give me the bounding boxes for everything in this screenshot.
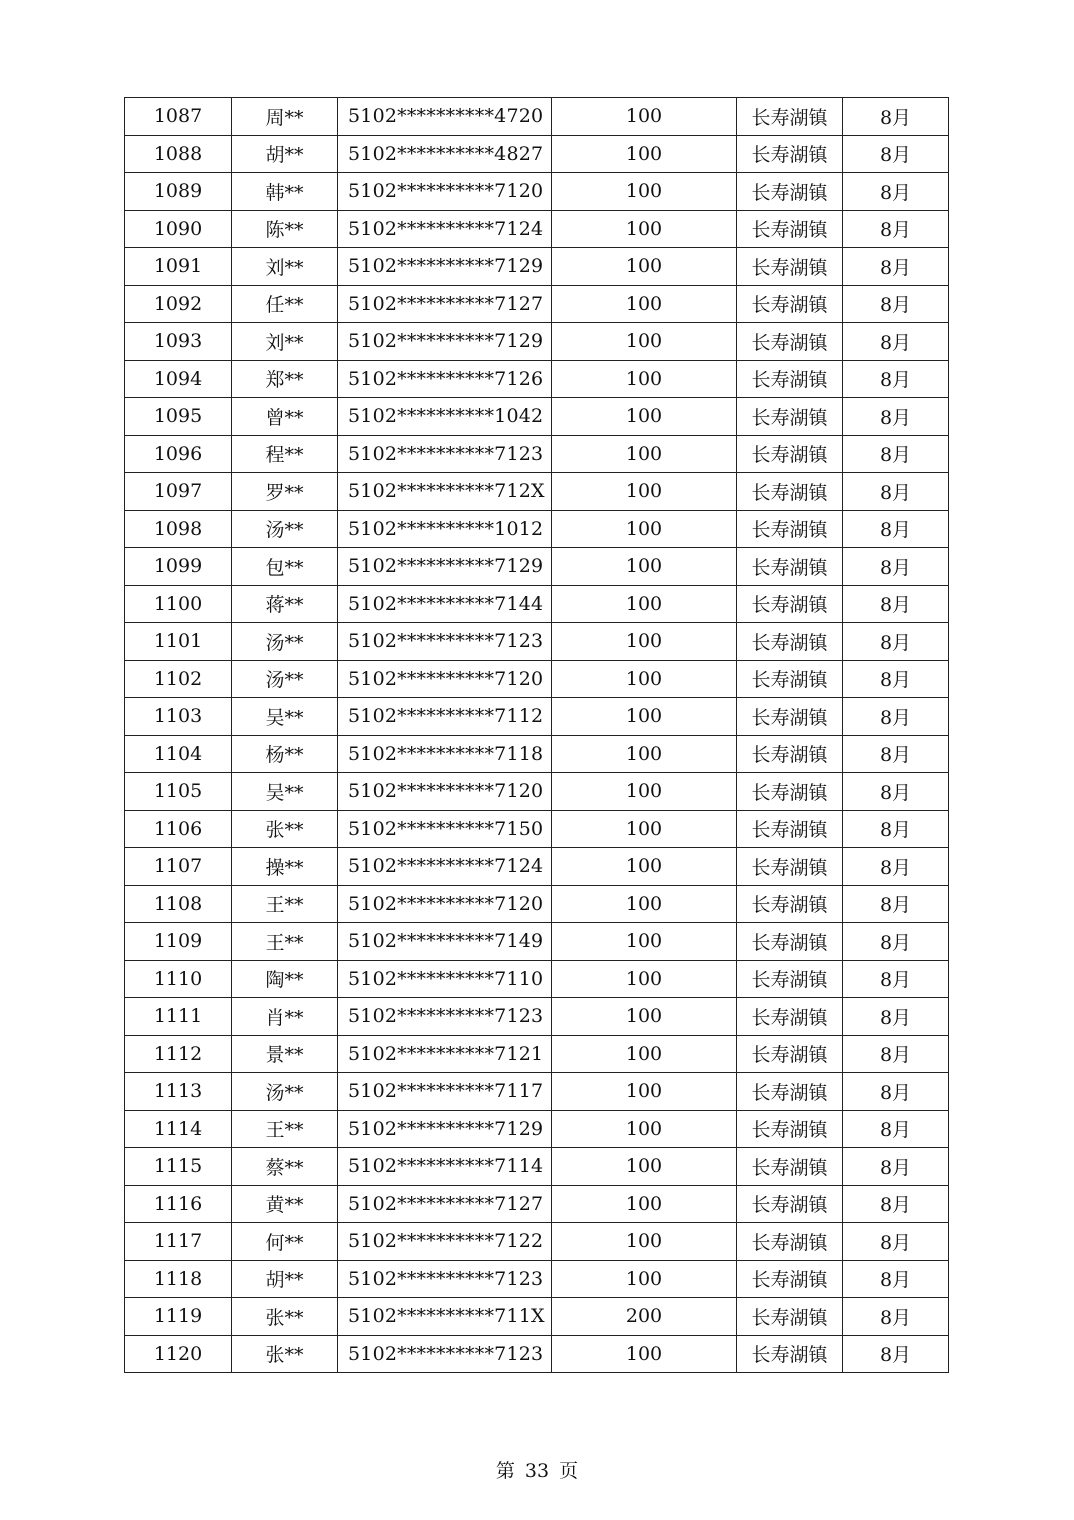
name-cell: 包** <box>232 548 338 586</box>
name-cell: 何** <box>232 1223 338 1261</box>
table-row <box>125 473 949 511</box>
row-index-cell: 1088 <box>125 135 232 173</box>
id-number-cell: 5102**********7120 <box>338 173 552 211</box>
name-cell: 胡** <box>232 1260 338 1298</box>
town-cell: 长寿湖镇 <box>737 1148 843 1186</box>
row-index-cell: 1107 <box>125 848 232 886</box>
town-cell: 长寿湖镇 <box>737 848 843 886</box>
name-cell: 黄** <box>232 1185 338 1223</box>
id-number-cell: 5102**********4720 <box>338 98 552 136</box>
row-index-cell: 1098 <box>125 510 232 548</box>
amount-cell: 100 <box>552 623 737 661</box>
town-cell: 长寿湖镇 <box>737 98 843 136</box>
table-row <box>125 1223 949 1261</box>
amount-cell: 100 <box>552 135 737 173</box>
town-cell: 长寿湖镇 <box>737 548 843 586</box>
id-number-cell: 5102**********7122 <box>338 1223 552 1261</box>
amount-cell: 100 <box>552 1110 737 1148</box>
id-number-cell: 5102**********7124 <box>338 848 552 886</box>
name-cell: 汤** <box>232 1073 338 1111</box>
id-number-cell: 5102**********7121 <box>338 1035 552 1073</box>
month-cell: 8月 <box>843 810 949 848</box>
name-cell: 肖** <box>232 998 338 1036</box>
id-number-cell: 5102**********7123 <box>338 998 552 1036</box>
id-number-cell: 5102**********7120 <box>338 660 552 698</box>
amount-cell: 100 <box>552 473 737 511</box>
name-cell: 景** <box>232 1035 338 1073</box>
town-cell: 长寿湖镇 <box>737 1185 843 1223</box>
table-row <box>125 1110 949 1148</box>
name-cell: 任** <box>232 285 338 323</box>
row-index-cell: 1117 <box>125 1223 232 1261</box>
table-row <box>125 360 949 398</box>
month-cell: 8月 <box>843 210 949 248</box>
row-index-cell: 1115 <box>125 1148 232 1186</box>
row-index-cell: 1096 <box>125 435 232 473</box>
row-index-cell: 1116 <box>125 1185 232 1223</box>
subsidy-roster-table <box>124 97 949 1373</box>
amount-cell: 100 <box>552 1073 737 1111</box>
id-number-cell: 5102**********7126 <box>338 360 552 398</box>
row-index-cell: 1094 <box>125 360 232 398</box>
amount-cell: 100 <box>552 810 737 848</box>
row-index-cell: 1100 <box>125 585 232 623</box>
name-cell: 陶** <box>232 960 338 998</box>
name-cell: 胡** <box>232 135 338 173</box>
amount-cell: 100 <box>552 660 737 698</box>
month-cell: 8月 <box>843 885 949 923</box>
month-cell: 8月 <box>843 1260 949 1298</box>
id-number-cell: 5102**********7110 <box>338 960 552 998</box>
town-cell: 长寿湖镇 <box>737 285 843 323</box>
id-number-cell: 5102**********7123 <box>338 1335 552 1373</box>
town-cell: 长寿湖镇 <box>737 360 843 398</box>
name-cell: 吴** <box>232 698 338 736</box>
id-number-cell: 5102**********7112 <box>338 698 552 736</box>
table-row <box>125 173 949 211</box>
name-cell: 刘** <box>232 323 338 361</box>
page-footer-suffix: 页 <box>559 1460 579 1482</box>
amount-cell: 100 <box>552 885 737 923</box>
table-row <box>125 1260 949 1298</box>
table-row <box>125 660 949 698</box>
page-footer <box>0 1456 1074 1483</box>
row-index-cell: 1119 <box>125 1298 232 1336</box>
name-cell: 张** <box>232 1335 338 1373</box>
month-cell: 8月 <box>843 1110 949 1148</box>
town-cell: 长寿湖镇 <box>737 660 843 698</box>
row-index-cell: 1112 <box>125 1035 232 1073</box>
amount-cell: 100 <box>552 210 737 248</box>
id-number-cell: 5102**********7114 <box>338 1148 552 1186</box>
town-cell: 长寿湖镇 <box>737 735 843 773</box>
name-cell: 罗** <box>232 473 338 511</box>
town-cell: 长寿湖镇 <box>737 510 843 548</box>
table-row <box>125 1073 949 1111</box>
id-number-cell: 5102**********7124 <box>338 210 552 248</box>
town-cell: 长寿湖镇 <box>737 1335 843 1373</box>
row-index-cell: 1103 <box>125 698 232 736</box>
id-number-cell: 5102**********7123 <box>338 623 552 661</box>
id-number-cell: 5102**********7117 <box>338 1073 552 1111</box>
month-cell: 8月 <box>843 398 949 436</box>
id-number-cell: 5102**********7123 <box>338 1260 552 1298</box>
name-cell: 刘** <box>232 248 338 286</box>
town-cell: 长寿湖镇 <box>737 135 843 173</box>
town-cell: 长寿湖镇 <box>737 435 843 473</box>
month-cell: 8月 <box>843 1148 949 1186</box>
table-row <box>125 510 949 548</box>
town-cell: 长寿湖镇 <box>737 585 843 623</box>
page-footer-prefix: 第 <box>495 1460 515 1482</box>
town-cell: 长寿湖镇 <box>737 960 843 998</box>
town-cell: 长寿湖镇 <box>737 473 843 511</box>
amount-cell: 100 <box>552 585 737 623</box>
table-row <box>125 398 949 436</box>
amount-cell: 100 <box>552 1185 737 1223</box>
name-cell: 韩** <box>232 173 338 211</box>
month-cell: 8月 <box>843 623 949 661</box>
table-body <box>125 98 949 1373</box>
row-index-cell: 1109 <box>125 923 232 961</box>
amount-cell: 100 <box>552 435 737 473</box>
page-number: 33 <box>524 1460 550 1482</box>
name-cell: 杨** <box>232 735 338 773</box>
name-cell: 曾** <box>232 398 338 436</box>
table-row <box>125 548 949 586</box>
month-cell: 8月 <box>843 698 949 736</box>
row-index-cell: 1102 <box>125 660 232 698</box>
name-cell: 王** <box>232 885 338 923</box>
table-row <box>125 1035 949 1073</box>
amount-cell: 100 <box>552 1223 737 1261</box>
name-cell: 蒋** <box>232 585 338 623</box>
name-cell: 王** <box>232 923 338 961</box>
name-cell: 陈** <box>232 210 338 248</box>
table-row <box>125 248 949 286</box>
month-cell: 8月 <box>843 660 949 698</box>
amount-cell: 100 <box>552 773 737 811</box>
row-index-cell: 1110 <box>125 960 232 998</box>
name-cell: 吴** <box>232 773 338 811</box>
id-number-cell: 5102**********7149 <box>338 923 552 961</box>
table-row <box>125 135 949 173</box>
row-index-cell: 1106 <box>125 810 232 848</box>
table-row <box>125 323 949 361</box>
amount-cell: 100 <box>552 398 737 436</box>
table-row <box>125 698 949 736</box>
month-cell: 8月 <box>843 548 949 586</box>
row-index-cell: 1089 <box>125 173 232 211</box>
amount-cell: 100 <box>552 1148 737 1186</box>
id-number-cell: 5102**********7120 <box>338 885 552 923</box>
town-cell: 长寿湖镇 <box>737 1260 843 1298</box>
month-cell: 8月 <box>843 998 949 1036</box>
row-index-cell: 1113 <box>125 1073 232 1111</box>
id-number-cell: 5102**********7127 <box>338 1185 552 1223</box>
id-number-cell: 5102**********7129 <box>338 248 552 286</box>
row-index-cell: 1091 <box>125 248 232 286</box>
amount-cell: 100 <box>552 173 737 211</box>
name-cell: 操** <box>232 848 338 886</box>
name-cell: 汤** <box>232 510 338 548</box>
id-number-cell: 5102**********7120 <box>338 773 552 811</box>
town-cell: 长寿湖镇 <box>737 810 843 848</box>
table-row <box>125 285 949 323</box>
town-cell: 长寿湖镇 <box>737 398 843 436</box>
amount-cell: 100 <box>552 248 737 286</box>
table-row <box>125 210 949 248</box>
month-cell: 8月 <box>843 1298 949 1336</box>
row-index-cell: 1093 <box>125 323 232 361</box>
id-number-cell: 5102**********7150 <box>338 810 552 848</box>
id-number-cell: 5102**********711X <box>338 1298 552 1336</box>
table-row <box>125 998 949 1036</box>
amount-cell: 100 <box>552 960 737 998</box>
row-index-cell: 1104 <box>125 735 232 773</box>
amount-cell: 200 <box>552 1298 737 1336</box>
table-row <box>125 1185 949 1223</box>
name-cell: 程** <box>232 435 338 473</box>
id-number-cell: 5102**********7129 <box>338 548 552 586</box>
month-cell: 8月 <box>843 435 949 473</box>
town-cell: 长寿湖镇 <box>737 998 843 1036</box>
town-cell: 长寿湖镇 <box>737 1073 843 1111</box>
month-cell: 8月 <box>843 923 949 961</box>
month-cell: 8月 <box>843 848 949 886</box>
name-cell: 张** <box>232 810 338 848</box>
month-cell: 8月 <box>843 585 949 623</box>
table-row <box>125 1298 949 1336</box>
name-cell: 汤** <box>232 623 338 661</box>
name-cell: 蔡** <box>232 1148 338 1186</box>
id-number-cell: 5102**********7129 <box>338 1110 552 1148</box>
table-row <box>125 960 949 998</box>
name-cell: 张** <box>232 1298 338 1336</box>
row-index-cell: 1114 <box>125 1110 232 1148</box>
table-row <box>125 623 949 661</box>
name-cell: 周** <box>232 98 338 136</box>
town-cell: 长寿湖镇 <box>737 698 843 736</box>
amount-cell: 100 <box>552 998 737 1036</box>
table-row <box>125 885 949 923</box>
id-number-cell: 5102**********7144 <box>338 585 552 623</box>
town-cell: 长寿湖镇 <box>737 885 843 923</box>
town-cell: 长寿湖镇 <box>737 923 843 961</box>
town-cell: 长寿湖镇 <box>737 1035 843 1073</box>
town-cell: 长寿湖镇 <box>737 623 843 661</box>
id-number-cell: 5102**********7118 <box>338 735 552 773</box>
town-cell: 长寿湖镇 <box>737 173 843 211</box>
row-index-cell: 1097 <box>125 473 232 511</box>
month-cell: 8月 <box>843 1035 949 1073</box>
month-cell: 8月 <box>843 285 949 323</box>
month-cell: 8月 <box>843 960 949 998</box>
table-row <box>125 1335 949 1373</box>
amount-cell: 100 <box>552 1260 737 1298</box>
table-row <box>125 735 949 773</box>
amount-cell: 100 <box>552 510 737 548</box>
amount-cell: 100 <box>552 848 737 886</box>
month-cell: 8月 <box>843 248 949 286</box>
id-number-cell: 5102**********7129 <box>338 323 552 361</box>
amount-cell: 100 <box>552 735 737 773</box>
table-row <box>125 1148 949 1186</box>
amount-cell: 100 <box>552 98 737 136</box>
row-index-cell: 1092 <box>125 285 232 323</box>
amount-cell: 100 <box>552 548 737 586</box>
town-cell: 长寿湖镇 <box>737 210 843 248</box>
month-cell: 8月 <box>843 135 949 173</box>
month-cell: 8月 <box>843 773 949 811</box>
name-cell: 汤** <box>232 660 338 698</box>
amount-cell: 100 <box>552 323 737 361</box>
town-cell: 长寿湖镇 <box>737 248 843 286</box>
name-cell: 郑** <box>232 360 338 398</box>
id-number-cell: 5102**********1042 <box>338 398 552 436</box>
row-index-cell: 1120 <box>125 1335 232 1373</box>
table-row <box>125 435 949 473</box>
row-index-cell: 1087 <box>125 98 232 136</box>
month-cell: 8月 <box>843 323 949 361</box>
id-number-cell: 5102**********1012 <box>338 510 552 548</box>
month-cell: 8月 <box>843 510 949 548</box>
row-index-cell: 1095 <box>125 398 232 436</box>
id-number-cell: 5102**********7127 <box>338 285 552 323</box>
row-index-cell: 1111 <box>125 998 232 1036</box>
month-cell: 8月 <box>843 98 949 136</box>
table-row <box>125 810 949 848</box>
town-cell: 长寿湖镇 <box>737 1298 843 1336</box>
id-number-cell: 5102**********7123 <box>338 435 552 473</box>
amount-cell: 100 <box>552 285 737 323</box>
amount-cell: 100 <box>552 1335 737 1373</box>
amount-cell: 100 <box>552 1035 737 1073</box>
month-cell: 8月 <box>843 473 949 511</box>
amount-cell: 100 <box>552 923 737 961</box>
table-row <box>125 848 949 886</box>
row-index-cell: 1108 <box>125 885 232 923</box>
table-row <box>125 773 949 811</box>
row-index-cell: 1105 <box>125 773 232 811</box>
id-number-cell: 5102**********4827 <box>338 135 552 173</box>
town-cell: 长寿湖镇 <box>737 323 843 361</box>
town-cell: 长寿湖镇 <box>737 1223 843 1261</box>
month-cell: 8月 <box>843 1073 949 1111</box>
town-cell: 长寿湖镇 <box>737 1110 843 1148</box>
row-index-cell: 1090 <box>125 210 232 248</box>
id-number-cell: 5102**********712X <box>338 473 552 511</box>
table-row <box>125 923 949 961</box>
month-cell: 8月 <box>843 173 949 211</box>
table-row <box>125 585 949 623</box>
row-index-cell: 1101 <box>125 623 232 661</box>
month-cell: 8月 <box>843 735 949 773</box>
month-cell: 8月 <box>843 1335 949 1373</box>
month-cell: 8月 <box>843 360 949 398</box>
town-cell: 长寿湖镇 <box>737 773 843 811</box>
row-index-cell: 1118 <box>125 1260 232 1298</box>
table-row <box>125 98 949 136</box>
amount-cell: 100 <box>552 698 737 736</box>
row-index-cell: 1099 <box>125 548 232 586</box>
name-cell: 王** <box>232 1110 338 1148</box>
month-cell: 8月 <box>843 1223 949 1261</box>
month-cell: 8月 <box>843 1185 949 1223</box>
amount-cell: 100 <box>552 360 737 398</box>
